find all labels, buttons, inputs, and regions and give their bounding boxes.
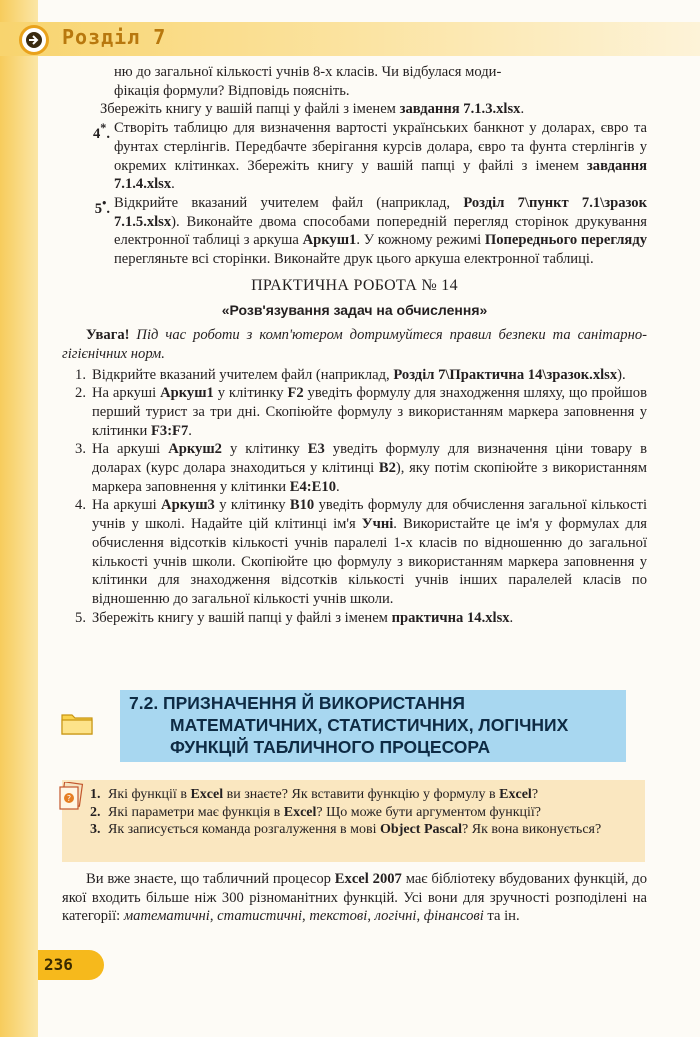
save-instruction: Збережіть книгу у вашій папці у файлі з іменем завдання 7.1.3.xlsx. [100, 101, 525, 118]
section-heading: 7.2. ПРИЗНАЧЕННЯ Й ВИКОРИСТАННЯ МАТЕМАТИЧНИХ, СТАТИСТИЧНИХ, ЛОГІЧНИХ ФУНКЦІЙ ТАБЛИЧНОГО ПРОЦЕСОРА [129, 693, 569, 757]
practical-title: ПРАКТИЧНА РОБОТА № 14 [251, 276, 458, 294]
safety-warning: Увага! Під час роботи з комп'ютером дотримуйтеся правил безпеки та санітарно-гігієнічних норм. [62, 327, 647, 362]
main-text [62, 63, 647, 627]
step: 5. Збережіть книгу у вашій папці у файлі з іменем практична 14.xlsx. [75, 609, 514, 626]
svg-text:?: ? [66, 794, 72, 803]
exercise-text: Створіть таблицю для визначення вартості українських банкнот у доларах, євро та фунтах стерлінгів. Передбачте зберігання курсів долара, євро та фунта стерлінгів у окремих клітинках. Збережіть книгу у вашій папці у файлі з іменем завдання 7.1.4.xlsx. [114, 120, 647, 193]
exercise-number: 4*. [92, 121, 110, 142]
practical-steps [62, 366, 647, 628]
question-item: 3. Як записується команда розгалуження в мові Object Pascal? Як вона виконується? [90, 822, 602, 837]
question-item: 2. Які параметри має функція в Excel? Що може бути аргументом функції? [90, 804, 542, 820]
continuation-line: ню до загальної кількості учнів 8-х класів. Чи відбулася моди- [114, 64, 502, 80]
step: 3. На аркуші Аркуш2 у клітинку E3 уведіть формулу для визначення ціни товару в доларах (курс долара знаходиться у клітинці B2), яку потім скопіюйте з використанням маркера заповнення у клітинки E4:E10. [75, 441, 648, 495]
section-title: Розділ 7 [62, 25, 167, 49]
exercise-number: 5•. [94, 195, 110, 217]
exercise-text: Відкрийте вказаний учителем файл (наприклад, Розділ 7\пункт 7.1\зразок 7.1.5.xlsx). Виконайте двома способами попередній перегляд сторінок друкування електронної таблиці з аркуша Аркуш1. У кожному режимі Попереднього перегляду перегляньте всі сторінки. Виконайте друк цього аркуша електронної таблиці. [114, 194, 647, 268]
exercise-5 [62, 194, 647, 269]
step: 1. Відкрийте вказаний учителем файл (наприклад, Розділ 7\Практична 14\зразок.xlsx). [75, 366, 626, 383]
question-cards-icon [58, 782, 84, 817]
folder-icon [61, 711, 93, 740]
exercise-4 [62, 119, 647, 194]
practical-subtitle: «Розв'язування задач на обчислення» [221, 302, 488, 319]
step: 2. На аркуші Аркуш1 у клітинку F2 уведіть формулу для знаходження шляху, що пройшов перший турист за три дні. Скопіюйте формулу з використанням маркера заповнення у клітинки F3:F7. [75, 385, 647, 439]
questions-list [90, 786, 630, 839]
page-number: 236 [44, 955, 73, 974]
left-decor-band [0, 0, 38, 1037]
final-paragraph: Ви вже знаєте, що табличний процесор Excel 2007 має бібліотеку вбудованих функцій, до якої входить більше ніж 300 різноманітних функцій. Усі вони для зручності розподілені на категорії: математичні, статистичні, текстові, логічні, фінансові та ін. [62, 871, 647, 925]
step: 4. На аркуші Аркуш3 у клітинку B10 уведіть формулу для обчислення загальної кількості учнів у школі. Надайте цій клітинці ім'я Учні. Використайте це ім'я у формулах для обчислення відсотків кількості учнів паралелі 1-х класів по відношенню до загальної кількості учнів школи. Скопіюйте цю формулу з використанням маркера заповнення у клітинки для знаходження відсотків кількості учнів інших паралелей класів по відношенню до загальної кількості учнів школи. [75, 497, 647, 607]
continuation-line: фікація формули? Відповідь поясніть. [114, 82, 350, 99]
arrow-right-icon [19, 25, 49, 55]
question-item: 1. Які функції в Excel ви знаєте? Як вставити функцію у формулу в Excel? [90, 787, 539, 802]
